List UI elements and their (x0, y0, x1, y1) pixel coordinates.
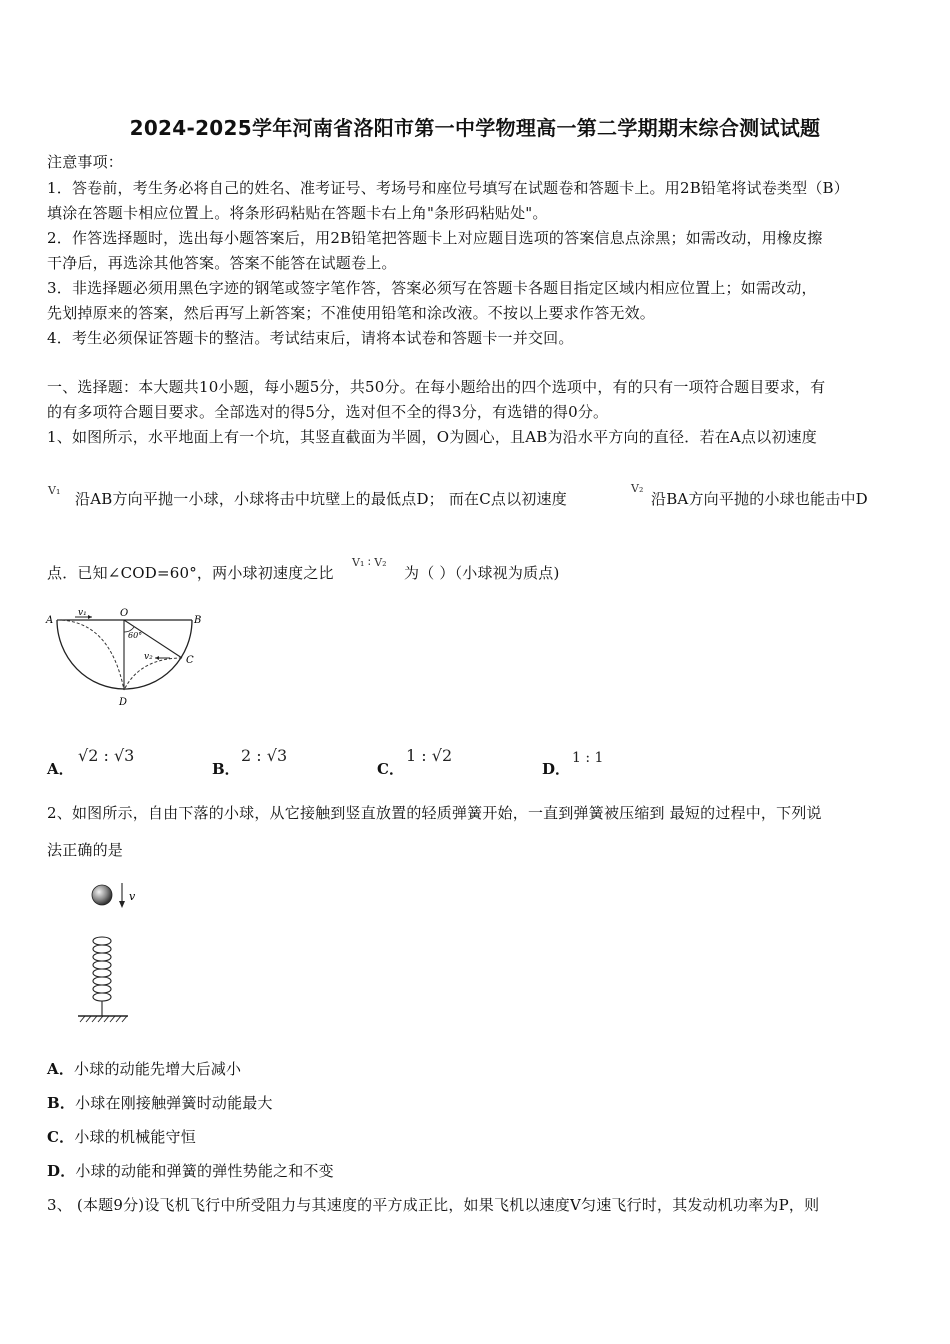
q1-v2-symbol: V₂ (631, 482, 644, 495)
notice-line: 3．非选择题必须用黑色字迹的钢笔或签字笔作答，答案必须写在答题卡各题目指定区域内相应位置上；如需改动， (47, 279, 817, 297)
q2-option-c (47, 1127, 196, 1147)
notice-line: 先划掉原来的答案，然后再写上新答案；不准使用铅笔和涂改液。不按以上要求作答无效。 (47, 304, 656, 322)
point-d-label: D (119, 697, 128, 708)
q1-stem-line: 沿BA方向平抛的小球也能击中D (651, 490, 868, 508)
notice-line: 1．答卷前，考生务必将自己的姓名、准考证号、考场号和座位号填写在试题卷和答题卡上。用2B铅笔将试卷类型（B） (47, 179, 849, 197)
q1-stem-line: 点．已知∠COD=60°，两小球初速度之比 (47, 564, 334, 582)
q1-option-d-label: D． (542, 760, 571, 778)
q2-option-text: 小球的动能和弹簧的弹性势能之和不变 (75, 1162, 334, 1180)
v1-arrowhead (88, 615, 92, 619)
point-o-label: O (120, 608, 129, 619)
q1-figure (40, 605, 210, 710)
q1-stem-line: 1、如图所示，水平地面上有一个坑，其竖直截面为半圆，O为圆心，且AB为沿水平方向的直径．若在A点以初速度 (47, 428, 817, 446)
q1-ratio-symbol: V₁ ∶ V₂ (352, 556, 387, 569)
q2-option-label: A． (47, 1060, 75, 1078)
q1-v1-symbol: V₁ (48, 484, 61, 497)
q2-option-a (47, 1059, 241, 1079)
notice-line: 2．作答选择题时，选出每小题答案后，用2B铅笔把答题卡上对应题目选项的答案信息点涂黑；如需改动，用橡皮擦 (47, 229, 823, 247)
q2-option-label: C． (47, 1128, 75, 1146)
q1-option-b-value: 2 : √3 (241, 746, 288, 765)
q1-option-b-label: B． (212, 760, 240, 778)
notice-heading: 注意事项： (47, 153, 124, 171)
notice-line: 干净后，再选涂其他答案。答案不能答在试题卷上。 (47, 254, 397, 272)
q1-option-a-value: √2 : √3 (78, 746, 135, 765)
q1-option-d-value: 1 : 1 (572, 750, 604, 766)
q1-option-c-label: C． (377, 760, 404, 778)
q2-figure (72, 875, 142, 1025)
v1-label: v₁ (78, 608, 87, 618)
ground-hatch (80, 1016, 127, 1022)
angle-label: 60° (128, 631, 143, 640)
q2-option-text: 小球的动能先增大后减小 (74, 1060, 242, 1078)
q2-option-b (47, 1093, 273, 1113)
section-heading-line: 的有多项符合题目要求。全部选对的得5分，选对但不全的得3分，有选错的得0分。 (47, 403, 609, 421)
q1-option-c-value: 1 : √2 (406, 746, 453, 765)
notice-line: 4．考生必须保证答题卡的整洁。考试结束后，请将本试卷和答题卡一并交回。 (47, 329, 574, 347)
q1-stem-line: 为（ ）（小球视为质点) (404, 564, 560, 582)
q2-stem-line: 2、如图所示，自由下落的小球，从它接触到竖直放置的轻质弹簧开始，一直到弹簧被压缩到 最短的过程中，下列说 (47, 804, 822, 822)
trajectory-c (124, 658, 182, 690)
q2-option-text: 小球在刚接触弹簧时动能最大 (75, 1094, 273, 1112)
velocity-label: v (129, 890, 136, 903)
point-b-label: B (194, 615, 202, 626)
notice-line: 填涂在答题卡相应位置上。将条形码粘贴在答题卡右上角"条形码粘贴处"。 (47, 204, 548, 222)
q2-stem-line: 法正确的是 (47, 841, 124, 859)
q2-option-label: D． (47, 1162, 76, 1180)
q2-option-d (47, 1161, 334, 1181)
q2-option-label: B． (47, 1094, 76, 1112)
ball (92, 885, 112, 905)
section-heading-line: 一、选择题：本大题共10小题，每小题5分，共50分。在每小题给出的四个选项中，有的只有一项符合题目要求，有 (47, 378, 826, 396)
point-c-label: C (186, 655, 194, 666)
v2-label: v₂ (144, 652, 153, 662)
q1-stem-line: 沿AB方向平抛一小球，小球将击中坑壁上的最低点D； 而在C点以初速度 (75, 490, 567, 508)
page-title: 2024-2025学年河南省洛阳市第一中学物理高一第二学期期末综合测试试题 (129, 116, 821, 140)
v2-arrowhead (155, 656, 159, 660)
point-a-label: A (46, 615, 54, 626)
q1-option-a-label: A． (47, 760, 74, 778)
q2-option-text: 小球的机械能守恒 (74, 1128, 196, 1146)
q3-stem-line: 3、 (本题9分)设飞机飞行中所受阻力与其速度的平方成正比，如果飞机以速度V匀速飞行时，其发动机功率为P，则 (47, 1196, 820, 1214)
spring (93, 937, 111, 1001)
velocity-arrowhead (119, 901, 125, 908)
